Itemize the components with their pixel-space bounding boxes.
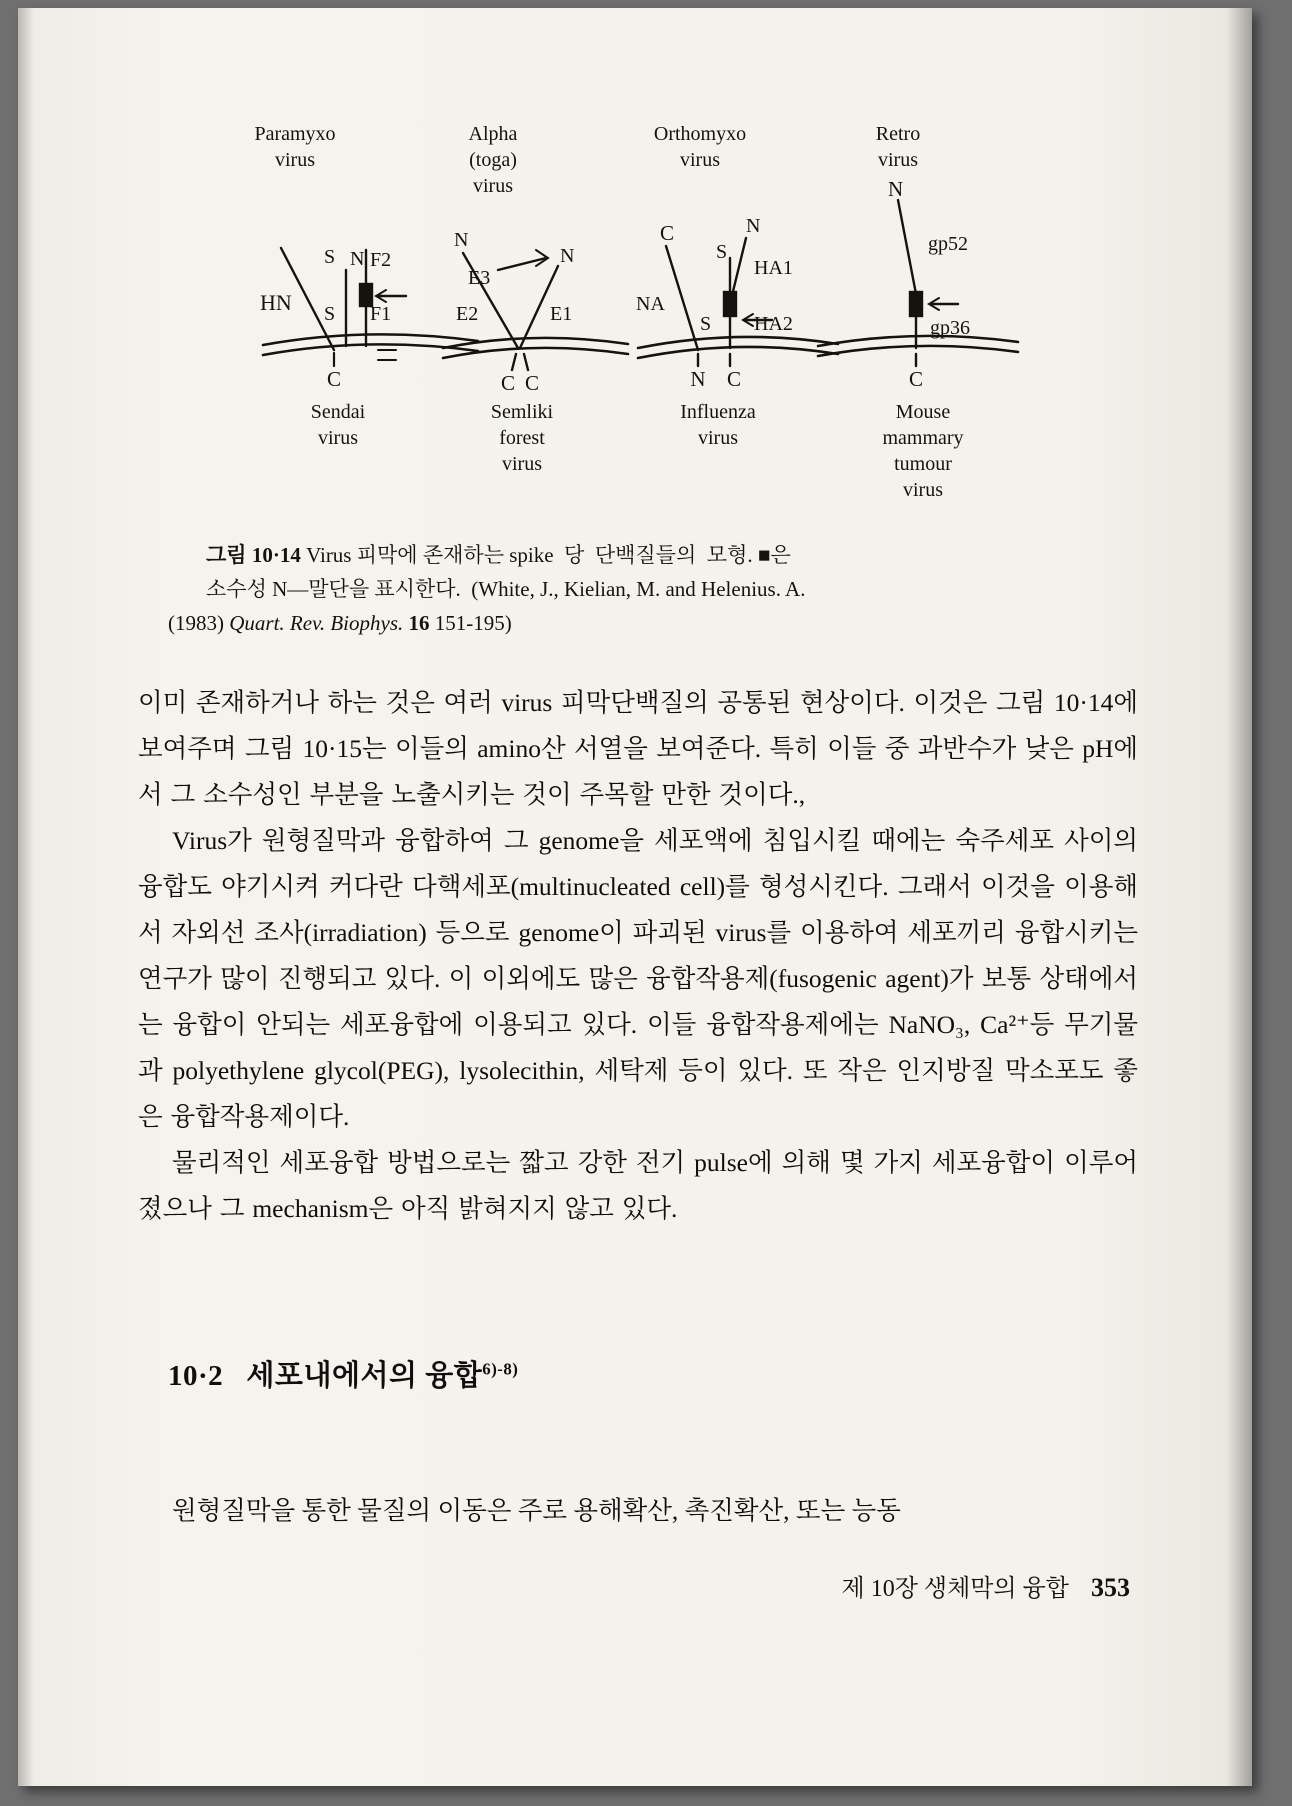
body-text	[138, 680, 1138, 1232]
caption-journal: Quart. Rev. Biophys.	[229, 611, 404, 636]
figure-caption	[168, 538, 1108, 640]
virus-spike-diagram-svg	[138, 98, 1138, 518]
figure-label-ha1: HA1	[754, 257, 793, 279]
figure-label-influenza-virus: virus	[698, 427, 738, 449]
figure-label-paramyxo: Paramyxo	[254, 123, 336, 145]
figure-label-toga: (toga)	[469, 149, 517, 171]
caption-pages: 151-195)	[434, 611, 512, 636]
figure-label-e1: E1	[550, 303, 573, 325]
figure-label-retro-virus: virus	[878, 149, 918, 171]
section-title: 세포내에서의 융합	[246, 1360, 483, 1392]
paragraph-3: 물리적인 세포융합 방법으로는 짧고 강한 전기 pulse에 의해 몇 가지 세포융합이 이루어졌으나 그 mechanism은 아직 밝혀지지 않고 있다.	[138, 1148, 1138, 1223]
caption-line-1	[168, 538, 1108, 572]
figure-10-14	[138, 98, 1138, 518]
section-heading	[168, 1353, 518, 1394]
figure-label-c-retro: C	[908, 367, 924, 391]
figure-label-n-retro: N	[888, 177, 904, 201]
figure-label-tumour: tumour	[894, 453, 952, 475]
figure-label-na: NA	[636, 293, 665, 315]
figure-label-f2: F2	[370, 249, 392, 271]
figure-label-alpha: Alpha	[468, 123, 518, 145]
paragraph-4: 원형질막을 통한 물질의 이동은 주로 용해확산, 촉진확산, 또는 능동	[172, 1496, 901, 1525]
caption-figure-number: 그림 10·14	[206, 543, 301, 567]
figure-label-n4: N	[746, 215, 761, 237]
figure-label-e3: E3	[468, 267, 491, 289]
figure-label-semliki-virus: virus	[502, 453, 542, 475]
figure-label-alpha-virus: virus	[473, 175, 513, 197]
figure-label-mmtv-virus: virus	[903, 479, 943, 501]
figure-label-s-top: S	[324, 246, 336, 268]
figure-label-gp52: gp52	[928, 233, 968, 255]
footer-chapter-label: 제 10장 생체막의 융합	[841, 1576, 1069, 1602]
figure-label-sendai-virus: virus	[318, 427, 358, 449]
page-footer	[842, 1568, 1130, 1603]
figure-label-c: C	[326, 367, 342, 391]
caption-line-1-text: Virus 피막에 존재하는 spike 당 단백질들의 모형.	[306, 543, 753, 567]
figure-label-mouse: Mouse	[895, 401, 951, 423]
document-page	[18, 8, 1252, 1786]
figure-label-hn: HN	[260, 290, 292, 315]
figure-label-c-bottom: C	[726, 367, 742, 391]
figure-label-paramyxo-virus: virus	[275, 149, 315, 171]
page-number: 353	[1091, 1573, 1130, 1602]
section-number: 10·2	[168, 1360, 224, 1392]
figure-label-s-ha2: S	[700, 313, 712, 335]
figure-label-c-na-top: C	[660, 221, 675, 245]
caption-line-3	[168, 606, 1108, 640]
figure-label-n2: N	[454, 229, 469, 251]
caption-year: (1983)	[168, 611, 224, 636]
figure-label-s-ha: S	[716, 241, 728, 263]
caption-line-1-suffix: ■은	[757, 543, 791, 567]
figure-label-mammary: mammary	[882, 427, 964, 449]
figure-label-n-bottom: N	[690, 367, 706, 391]
figure-label-orthomyxo: Orthomyxo	[653, 123, 747, 145]
figure-label-forest: forest	[499, 427, 545, 449]
caption-volume: 16	[408, 611, 430, 636]
figure-label-retro: Retro	[875, 123, 921, 145]
figure-label-c2: C	[500, 371, 516, 395]
figure-label-n: N	[350, 248, 365, 270]
caption-line-2: 소수성 N—말단을 표시한다. (White, J., Kielian, M. and Helenius. A.	[206, 577, 806, 602]
figure-label-sendai: Sendai	[310, 401, 366, 423]
section-references: 6)-8)	[482, 1359, 519, 1379]
figure-label-orthomyxo-virus: virus	[680, 149, 720, 171]
figure-label-s-bottom: S	[324, 303, 336, 325]
page-surface	[18, 8, 1252, 1786]
page-edge-shadow-right	[1226, 8, 1252, 1786]
figure-label-gp36: gp36	[930, 317, 970, 339]
page-edge-shadow-left	[18, 8, 34, 1786]
figure-label-ha2: HA2	[754, 313, 793, 335]
paragraph-1: 이미 존재하거나 하는 것은 여러 virus 피막단백질의 공통된 현상이다. 이것은 그림 10·14에 보여주며 그림 10·15는 이들의 amino산 서열을 보여준다. 특히 이들 중 과반수가 낮은 pH에서 그 소수성인 부분을 노출시키는 것이 주목할 만한 것이다.,	[138, 688, 1138, 809]
figure-label-f1: F1	[370, 303, 392, 325]
figure-label-e2: E2	[456, 303, 479, 325]
figure-label-influenza: Influenza	[680, 401, 756, 423]
figure-label-semliki: Semliki	[490, 401, 554, 423]
figure-label-c3: C	[524, 371, 540, 395]
paragraph-2: Virus가 원형질막과 융합하여 그 genome을 세포액에 침입시킬 때에는 숙주세포 사이의 융합도 야기시켜 커다란 다핵세포(multinucleated cell)를 형성시킨다. 그래서 이것을 이용해서 자외선 조사(irradiation) 등으로 genome이 파괴된 virus를 이용하여 세포끼리 융합시키는 연구가 많이 진행되고 있다. 이 이외에도 많은 융합작용제(fusogenic agent)가 보통 상태에서는 융합이 안되는 세포융합에 이용되고 있다. 이들 융합작용제에는 NaNO₃, Ca²⁺등 무기물과 polyethylene glycol(PEG), lysolecithin, 세탁제 등이 있다. 또 작은 인지방질 막소포도 좋은 융합작용제이다.	[138, 826, 1138, 1131]
figure-label-n3: N	[560, 245, 575, 267]
